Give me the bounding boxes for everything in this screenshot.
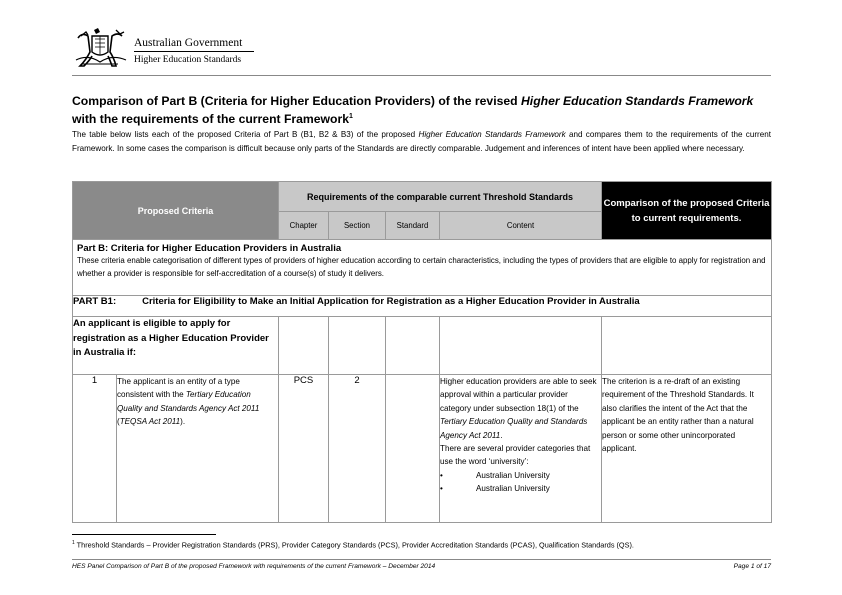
logo-divider	[134, 51, 254, 52]
footer-title: HES Panel Comparison of Part B of the proposed Framework with requirements of the current Framework – December 2014	[72, 563, 436, 570]
criterion-text-3: ).	[180, 417, 186, 427]
table-row	[73, 375, 772, 523]
criterion-text	[117, 375, 279, 523]
content-text-1: Higher education providers are able to seek approval within a particular provider category under subsection 18(1) of the	[440, 377, 597, 413]
footer-divider	[72, 559, 771, 560]
criterion-number: 1	[73, 375, 117, 523]
empty-cell	[440, 317, 602, 375]
header-proposed-criteria: Proposed Criteria	[73, 182, 279, 240]
header-content: Content	[440, 212, 602, 240]
applicant-eligibility-text: An applicant is eligible to apply for registration as a Higher Education Provider in Australia if:	[73, 317, 279, 375]
part-b-heading: Part B: Criteria for Higher Education Providers in Australia	[77, 243, 342, 254]
header-section: Section	[329, 212, 386, 240]
part-b1-code: PART B1:	[73, 296, 117, 307]
bullet-icon: •	[440, 470, 443, 480]
bullet-text: Australian University	[476, 470, 550, 480]
intro-text-1: The table below lists each of the proposed Criteria of Part B (B1, B2 & B3) of the proposed	[72, 130, 419, 139]
logo-agency-text: Higher Education Standards	[134, 55, 242, 65]
chapter-cell: PCS	[279, 375, 329, 523]
content-text-italic: Tertiary Education Quality and Standards Agency Act 2011	[440, 417, 588, 440]
part-b-description: These criteria enable categorisation of different types of providers of higher education according to certain characteristics, including the types of providers that are eligible to apply for registration and whether a provider is responsible for self-accreditation of a course(s) of study it delivers.	[77, 256, 766, 278]
footnote-divider	[72, 534, 216, 535]
empty-cell	[329, 317, 386, 375]
logo-government-text: Australian Government	[134, 37, 243, 49]
criterion-text-2: (	[117, 417, 120, 427]
empty-cell	[386, 317, 440, 375]
bullet-icon: •	[440, 484, 443, 494]
section-cell: 2	[329, 375, 386, 523]
header-comparison: Comparison of the proposed Criteria to current requirements.	[602, 182, 772, 240]
intro-paragraph	[72, 128, 771, 155]
content-cell	[440, 375, 602, 523]
empty-cell	[279, 317, 329, 375]
criterion-text-italic-2: TEQSA Act 2011	[119, 417, 181, 427]
document-title	[72, 93, 771, 127]
australian-government-logo	[72, 26, 272, 70]
title-text-italic: Higher Education Standards Framework	[521, 94, 754, 108]
title-text-2: with the requirements of the current Framework	[72, 112, 349, 127]
footnote-text: Threshold Standards – Provider Registration Standards (PRS), Provider Category Standards (PCS), Provider Accreditation Standards (PCAS), Qualification Standards (QS).	[74, 540, 634, 550]
empty-cell	[602, 317, 772, 375]
header-chapter: Chapter	[279, 212, 329, 240]
content-text-3: There are several provider categories that use the word ‘university’:	[440, 444, 591, 467]
header-standard: Standard	[386, 212, 440, 240]
bullet-text: Australian University	[476, 484, 550, 494]
comparison-cell: The criterion is a re-draft of an existing requirement of the Threshold Standards. It also clarifies the intent of the Act that the applicant be an entity rather than a natural person or some other unincorporated applicant.	[602, 375, 772, 523]
standard-cell	[386, 375, 440, 523]
footnote	[72, 538, 634, 550]
part-b1-title: Criteria for Eligibility to Make an Initial Application for Registration as a Higher Education Provider in Australia	[142, 296, 640, 307]
footnote-reference: 1	[348, 113, 353, 120]
footnote-mark: 1	[72, 540, 75, 546]
intro-text-italic: Higher Education Standards Framework	[418, 130, 566, 139]
header-requirements: Requirements of the comparable current Threshold Standards	[279, 182, 602, 212]
list-item	[440, 469, 601, 482]
list-item	[440, 482, 601, 495]
part-b-section	[73, 240, 772, 296]
page-number: Page 1 of 17	[733, 563, 771, 570]
criterion-text-italic: Tertiary Education Quality and Standards Agency Act 2011	[117, 390, 260, 413]
coat-of-arms-icon	[72, 26, 130, 70]
content-text-2: .	[500, 430, 503, 440]
criterion-text-1: The applicant is an entity of a type consistent with the	[117, 377, 240, 400]
title-text-1: Comparison of Part B (Criteria for Higher Education Providers) of the revised	[72, 94, 521, 108]
comparison-table	[72, 181, 772, 523]
intro-text-2: and compares them to the requirements of the current Framework. In some cases the comparison is difficult because only parts of the Standards are directly comparable. Judgement and inferences of intent have been applied where necessary.	[72, 130, 771, 153]
header-divider	[72, 75, 771, 76]
part-b1-row	[73, 296, 772, 317]
